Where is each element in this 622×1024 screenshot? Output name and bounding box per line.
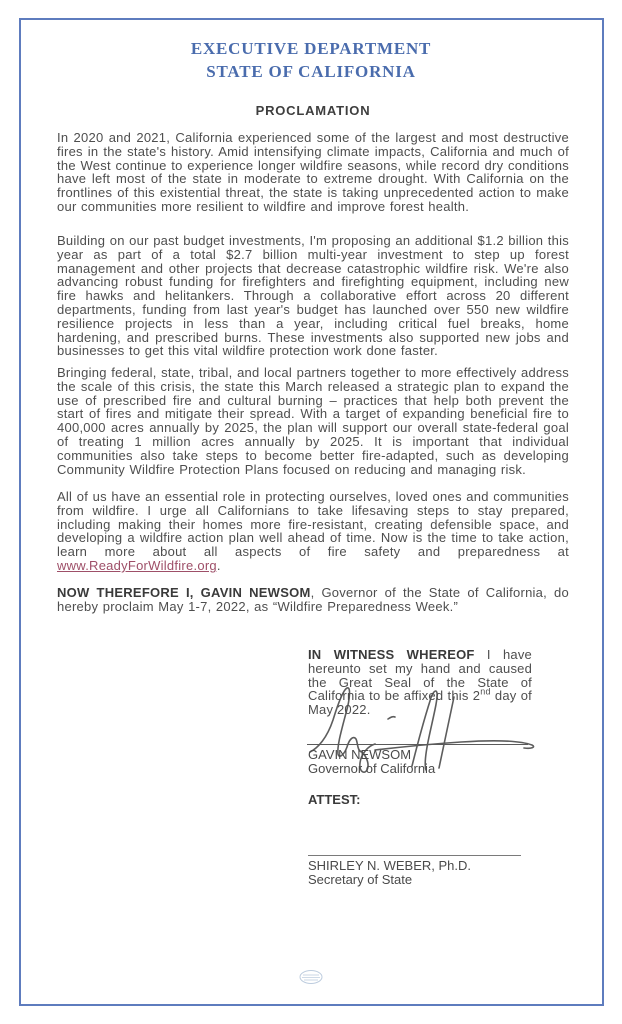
paragraph-4 bbox=[57, 490, 569, 573]
secretary-name: SHIRLEY N. WEBER, Ph.D. bbox=[308, 858, 472, 873]
proclaim-paragraph bbox=[57, 586, 569, 614]
witness-bold-lead: IN WITNESS WHEREOF bbox=[308, 647, 475, 662]
governor-title: Governor of California bbox=[308, 760, 436, 776]
governor-name: GAVIN NEWSOM bbox=[308, 747, 412, 762]
ready-for-wildfire-link[interactable]: www.ReadyForWildfire.org bbox=[57, 557, 217, 573]
document-title: PROCLAMATION bbox=[255, 103, 371, 118]
state-seal-watermark bbox=[296, 967, 326, 987]
attest-label: ATTEST: bbox=[308, 792, 361, 807]
letterhead-line2: STATE OF CALIFORNIA bbox=[206, 62, 416, 81]
witness-text-2: day of May 2022. bbox=[308, 688, 532, 718]
witness-text-1: I have hereunto set my hand and caused the Great Seal of the State of California to be affixed this 2 bbox=[308, 647, 532, 704]
paragraph-1: In 2020 and 2021, California experienced some of the largest and most destructive fires in the state's history. Amid intensifying climate impacts, California and much of the West continue to experience longer wildfire seasons, while record dry conditions have left most of the state in moderate to extreme drought. With California on the frontlines of this existential threat, the state is taking unprecedented action to make our communities more resilient to wildfire and improve forest health. bbox=[57, 130, 569, 214]
signatory-secretary bbox=[308, 859, 471, 887]
witness-date-superscript: nd bbox=[480, 687, 491, 698]
paragraph-2: Building on our past budget investments, I'm proposing an additional $1.2 billion this year as part of a total $2.7 billion multi-year investment to step up forest management and other projects that decrease catastrophic wildfire risk. We're also advancing robust funding for firefighters and firefighting equipment, including new fire hawks and helitankers. Through a collaborative effort across 20 different departments, funding from last year's budget has launched over 550 new wildfire resilience projects in less than a year, including critical fuel breaks, home hardening, and prescribed burns. These investments also supported new jobs and businesses to get this vital wildfire protection work done faster. bbox=[57, 233, 569, 359]
letterhead-line1: EXECUTIVE DEPARTMENT bbox=[190, 39, 432, 58]
signatory-governor bbox=[308, 748, 435, 776]
letterhead bbox=[0, 37, 622, 83]
paragraph-4-text: All of us have an essential role in protecting ourselves, loved ones and communities from wildfire. I urge all Californians to take lifesaving steps to stay prepared, including making their homes more fire-resistant, creating defensible space, and developing a wildfire action plan well ahead of time. Now is the time to take action, learn more about all aspects of fire safety and preparedness at bbox=[57, 489, 569, 560]
proclaim-bold-lead: NOW THEREFORE I, GAVIN NEWSOM bbox=[57, 585, 311, 600]
secretary-title: Secretary of State bbox=[308, 871, 413, 887]
paragraph-3: Bringing federal, state, tribal, and local partners together to more effectively address the scale of this crisis, the state this March released a strategic plan to expand the use of prescribed fire and cultural burning – practices that help both prevent the start of fires and mitigate their spread. With a target of expanding beneficial fire to 400,000 acres annually by 2025, the plan will support our overall state-federal goal of treating 1 million acres annually by 2025. It is important that individual communities also take steps to become better fire-adapted, such as developing Community Wildfire Protection Plans focused on reducing and managing risk. bbox=[57, 365, 569, 477]
paragraph-4-period: . bbox=[216, 557, 221, 573]
secretary-signature-line bbox=[308, 855, 521, 856]
proclaim-rest: , Governor of the State of California, do hereby proclaim May 1-7, 2022, as “Wildfire Preparedness Week.” bbox=[57, 585, 569, 614]
signature-line bbox=[307, 744, 528, 745]
